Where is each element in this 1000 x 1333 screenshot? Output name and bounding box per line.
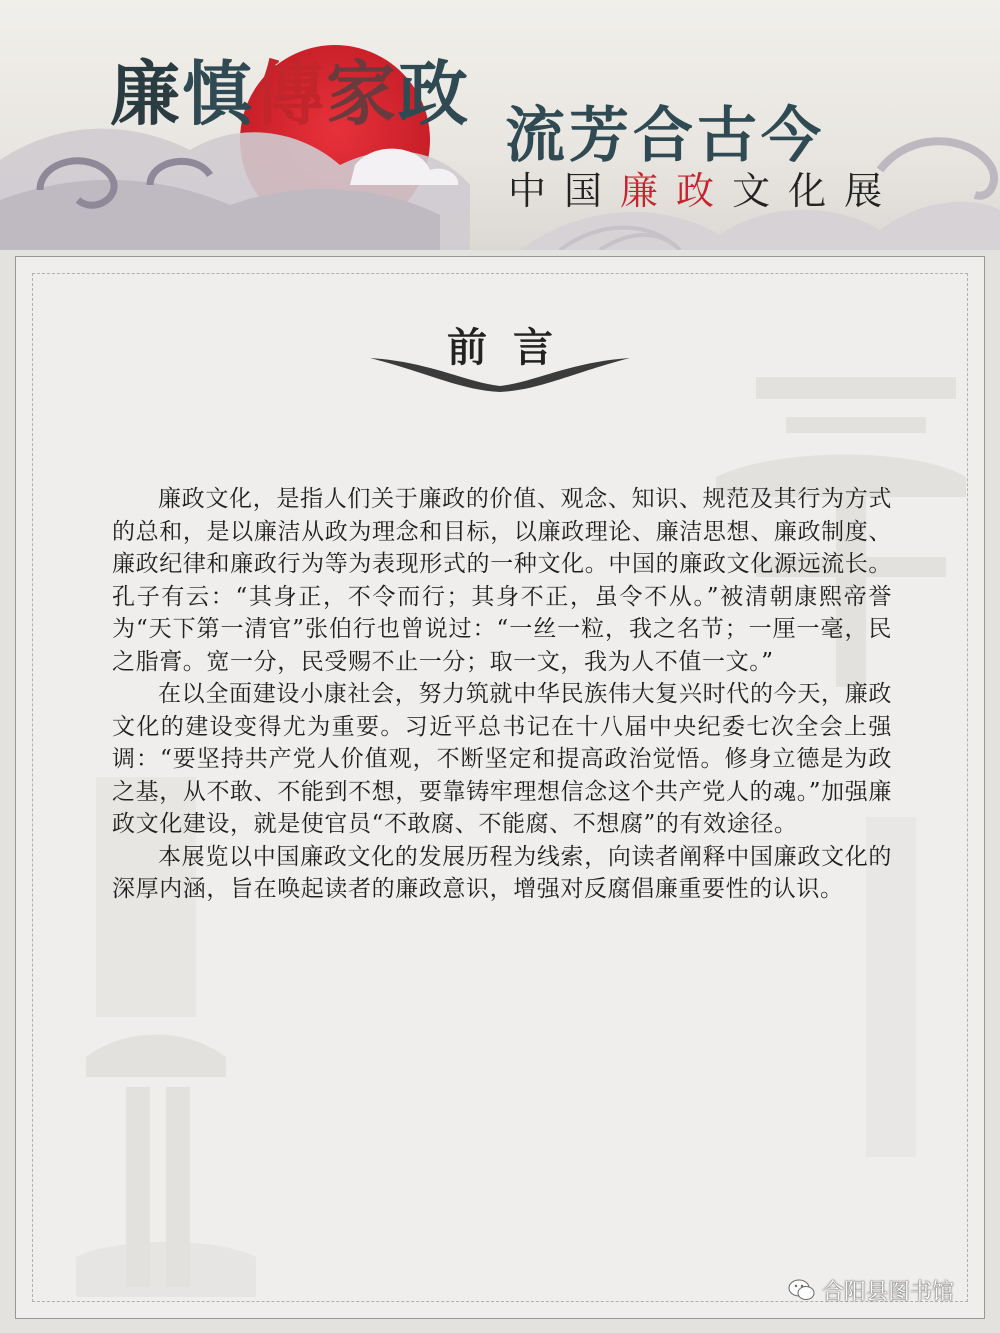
title-char: 政 [398,52,470,135]
subtitle-char: 国 [564,169,621,213]
heading-title: 前言 [447,324,579,371]
subtitle-char: 文 [732,169,789,213]
preface-paragraph: 廉政文化，是指人们关于廉政的价值、观念、知识、规范及其行为方式的总和，是以廉洁从政为理念和目标，以廉政理论、廉洁思想、廉政制度、廉政纪律和廉政行为等为表现形式的一种文化。中国的廉政文化源远流长。孔子有云：“其身正，不令而行；其身不正，虽令不从。”被清朝康熙帝誉为“天下第一清官”张伯行也曾说过：“一丝一粒，我之名节；一厘一毫，民之脂膏。宽一分，民受赐不止一分；取一文，我为人不值一文。” [112,486,892,675]
title-char: 廉 [110,52,182,135]
header-title-line1 [110,38,470,139]
preface-body [112,483,892,906]
subtitle-char: 展 [844,169,901,213]
subtitle-char: 廉 [620,169,677,213]
title-char: 慎 [182,52,254,135]
title-char: 家 [326,52,398,135]
subtitle-char: 政 [676,169,733,213]
subtitle-char: 中 [508,169,565,213]
section-heading [370,308,630,388]
header-title-line2: 流芳合古今 [505,101,825,171]
title-char: 傳 [254,52,326,135]
page-header [0,0,1000,250]
preface-paragraph: 本展览以中国廉政文化的发展历程为线索，向读者阐释中国廉政文化的深厚内涵，旨在唤起读者的廉政意识，增强对反腐倡廉重要性的认识。 [112,843,892,902]
account-name: 合阳县图书馆 [822,1279,955,1305]
wechat-icon [788,1278,816,1302]
brush-swoosh-ornament [370,352,630,392]
subtitle-char: 化 [788,169,845,213]
source-watermark [788,1275,954,1305]
preface-paragraph: 在以全面建设小康社会，努力筑就中华民族伟大复兴时代的今天，廉政文化的建设变得尤为重要。习近平总书记在十八届中央纪委七次全会上强调：“要坚持共产党人价值观，不断坚定和提高政治觉悟。修身立德是为政之基，从不敢、不能到不想，要靠铸牢理想信念这个共产党人的魂。”加强廉政文化建设，就是使官员“不敢腐、不能腐、不想腐”的有效途径。 [112,681,892,837]
header-subtitle [508,160,900,215]
